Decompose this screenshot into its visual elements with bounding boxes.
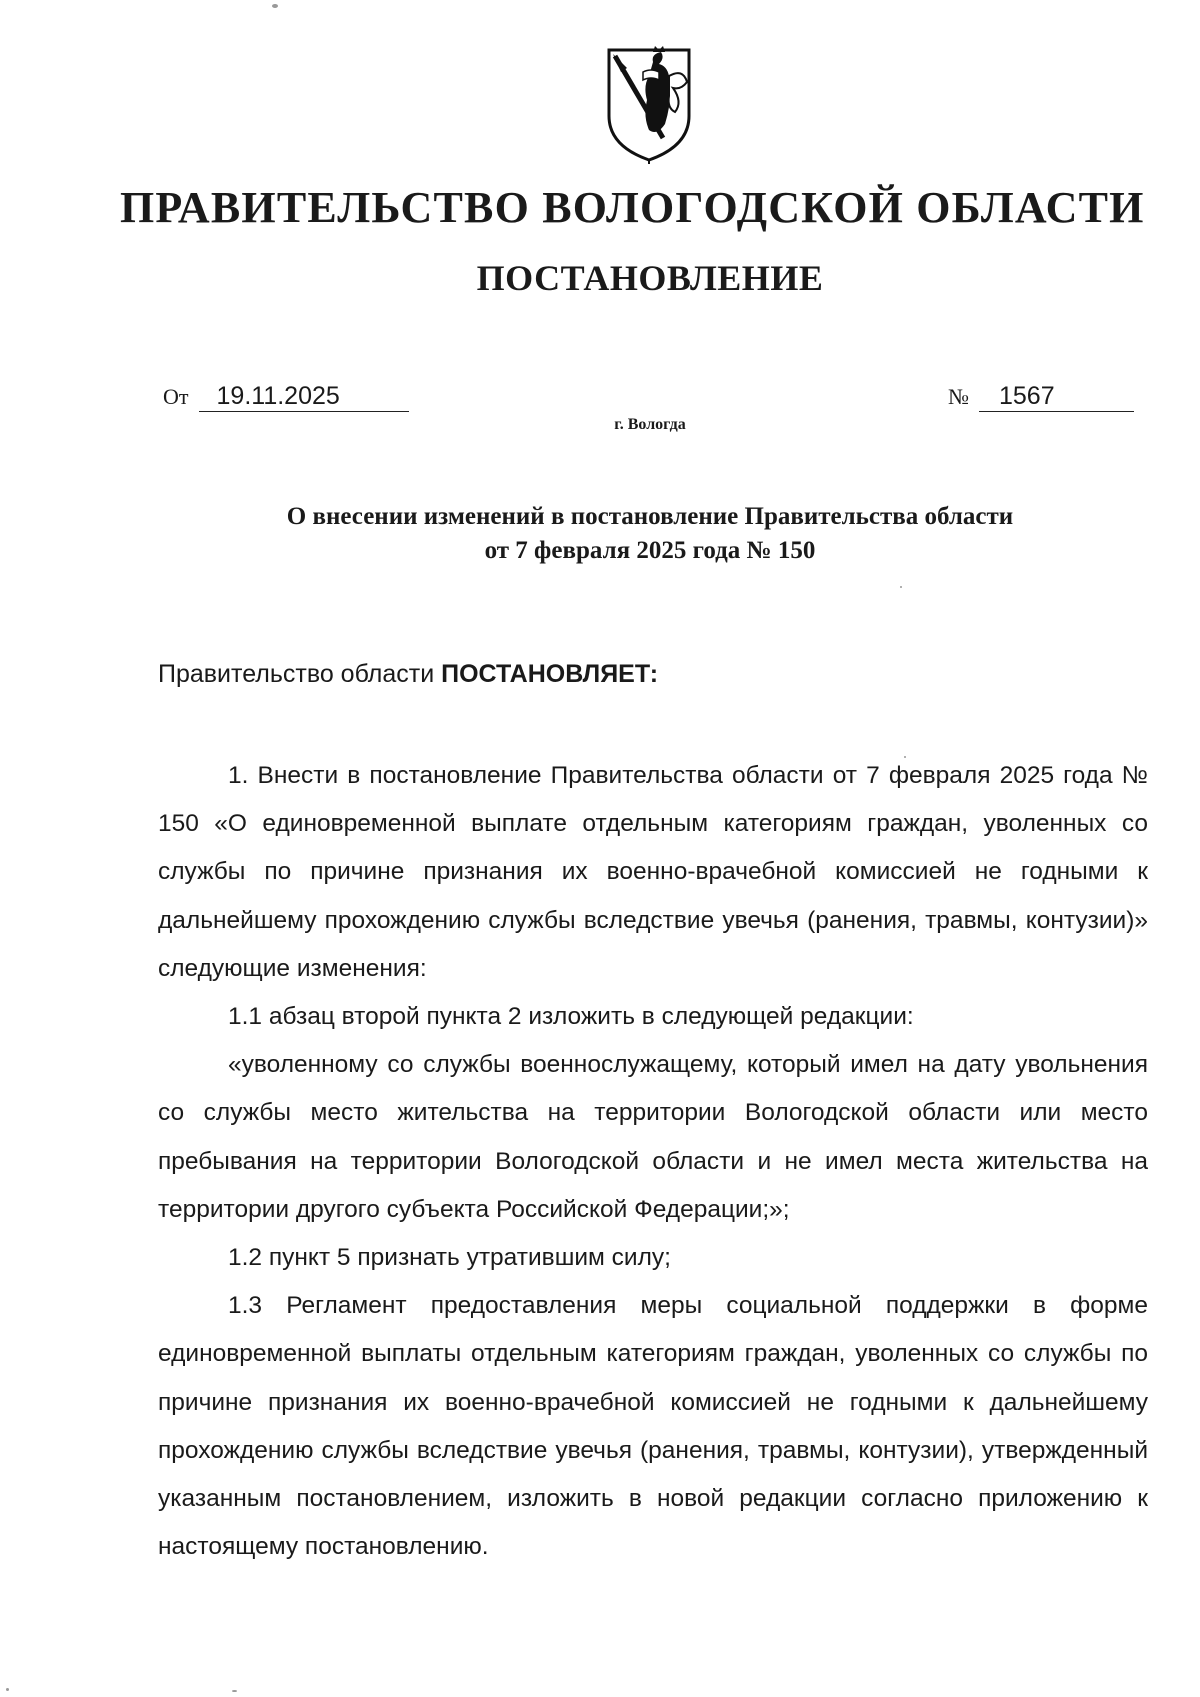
date-field xyxy=(163,382,409,412)
government-title: ПРАВИТЕЛЬСТВО ВОЛОГОДСКОЙ ОБЛАСТИ xyxy=(120,183,1145,232)
subject-line-2: от 7 февраля 2025 года № 150 xyxy=(484,537,816,564)
scan-speck xyxy=(232,1690,237,1692)
resolves-prefix: Правительство области xyxy=(158,660,435,688)
city: г. Вологда xyxy=(614,416,686,433)
subject-line-1: О внесении изменений в постановление Правительства области xyxy=(286,503,1014,530)
paragraph-1-3: 1.3 Регламент предоставления меры социальной поддержки в форме единовременной выплаты отдельным категориям граждан, уволенных со службы по причине признания их военно-врачебной комиссией не годными к дальнейшему прохождению службы вследствие увечья (ранения, травмы, контузии), утвержденный указанным постановлением, изложить в новой редакции согласно приложению к настоящему постановлению. xyxy=(158,1292,1148,1561)
document-body xyxy=(158,752,1148,1571)
paragraph-1: 1. Внести в постановление Правительства области от 7 февраля 2025 года № 150 «О единовременной выплате отдельным категориям граждан, уволенных со службы по причине признания их военно-врачебной комиссией не годными к дальнейшему прохождению службы вследствие увечья (ранения, травмы, контузии)» следующие изменения: xyxy=(158,762,1148,982)
document-type: ПОСТАНОВЛЕНИЕ xyxy=(476,258,824,298)
paragraph-1-1-quote: «уволенному со службы военнослужащему, который имел на дату увольнения со службы место жительства на территории Вологодской области или место пребывания на территории Вологодской области и не имел места жительства на территории другого субъекта Российской Федерации;»; xyxy=(158,1051,1148,1223)
date-value: 19.11.2025 xyxy=(199,382,409,412)
number-value: 1567 xyxy=(979,382,1134,412)
number-label: № xyxy=(948,384,969,409)
resolves-verb: ПОСТАНОВЛЯЕТ: xyxy=(441,660,659,688)
document-subject xyxy=(120,500,1180,568)
scan-speck xyxy=(272,4,278,8)
number-field xyxy=(948,382,1134,412)
resolves-line xyxy=(158,660,658,689)
scan-speck xyxy=(904,756,906,758)
scan-speck xyxy=(900,586,902,588)
date-label: От xyxy=(163,384,189,409)
paragraph-1-2: 1.2 пункт 5 признать утратившим силу; xyxy=(228,1244,671,1272)
coat-of-arms-icon xyxy=(603,46,695,164)
paragraph-1-1: 1.1 абзац второй пункта 2 изложить в следующей редакции: xyxy=(228,1003,914,1031)
scan-speck xyxy=(6,1688,9,1691)
